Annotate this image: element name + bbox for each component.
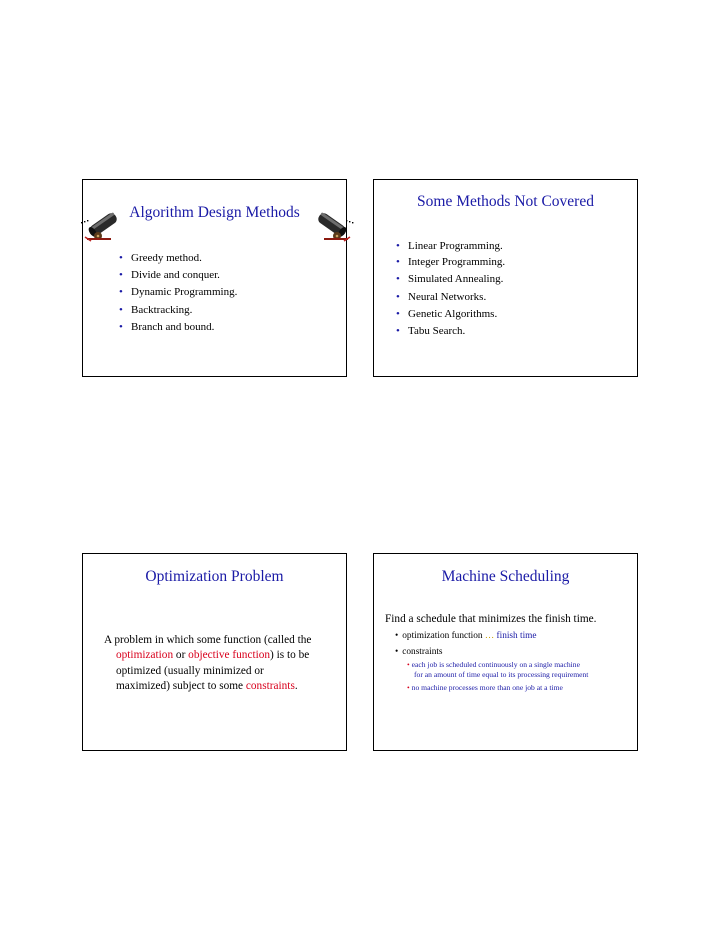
slide-methods-not-covered: [373, 179, 638, 377]
list-item: • Tabu Search.: [396, 324, 466, 337]
list-item-constraints: • constraints: [395, 647, 443, 657]
lead-text: Find a schedule that minimizes the finish time.: [385, 613, 597, 625]
list-item: • Linear Programming.: [396, 240, 503, 252]
list-item: • Simulated Annealing.: [396, 273, 504, 286]
term-constraints: constraints: [245, 680, 295, 693]
list-item: • Divide and conquer.: [119, 269, 220, 282]
bullet-list: [396, 239, 505, 341]
definition-paragraph: [104, 633, 344, 695]
paragraph-line: optimization or objective function) is to be: [116, 649, 310, 662]
paragraph-line: optimized (usually minimized or: [116, 664, 264, 677]
slide-title: Algorithm Design Methods: [129, 204, 300, 221]
slide-title: Optimization Problem: [145, 568, 284, 585]
term-optimization: optimization: [116, 649, 174, 662]
list-item: • Integer Programming.: [396, 256, 506, 269]
slide-machine-scheduling: [373, 553, 638, 751]
slide-optimization-problem: [82, 553, 347, 751]
list-item: • Genetic Algorithms.: [396, 307, 498, 320]
paragraph-line: maximized) subject to some constraints.: [116, 680, 298, 693]
list-item: • Neural Networks.: [396, 290, 487, 303]
list-item: • Greedy method.: [119, 252, 202, 264]
bullet-list: [119, 251, 237, 337]
slide-algorithm-design-methods: [82, 179, 347, 377]
constraint-item: • no machine processes more than one job at a time: [407, 683, 563, 692]
cannon-right-icon: [310, 210, 354, 242]
constraint-item: • each job is scheduled continuously on a single machine for an amount of time equal to its processing requirement: [407, 660, 589, 679]
term-objective-function: objective function: [188, 649, 271, 662]
list-item: • Dynamic Programming.: [119, 286, 238, 299]
paragraph-line: A problem in which some function (called the: [104, 634, 312, 646]
slide-title: Some Methods Not Covered: [417, 193, 594, 210]
slide-title: Machine Scheduling: [441, 568, 570, 585]
list-item: • Branch and bound.: [119, 320, 215, 333]
list-item-optimization-function: • optimization function … finish time: [395, 631, 537, 641]
list-item: • Backtracking.: [119, 303, 193, 316]
